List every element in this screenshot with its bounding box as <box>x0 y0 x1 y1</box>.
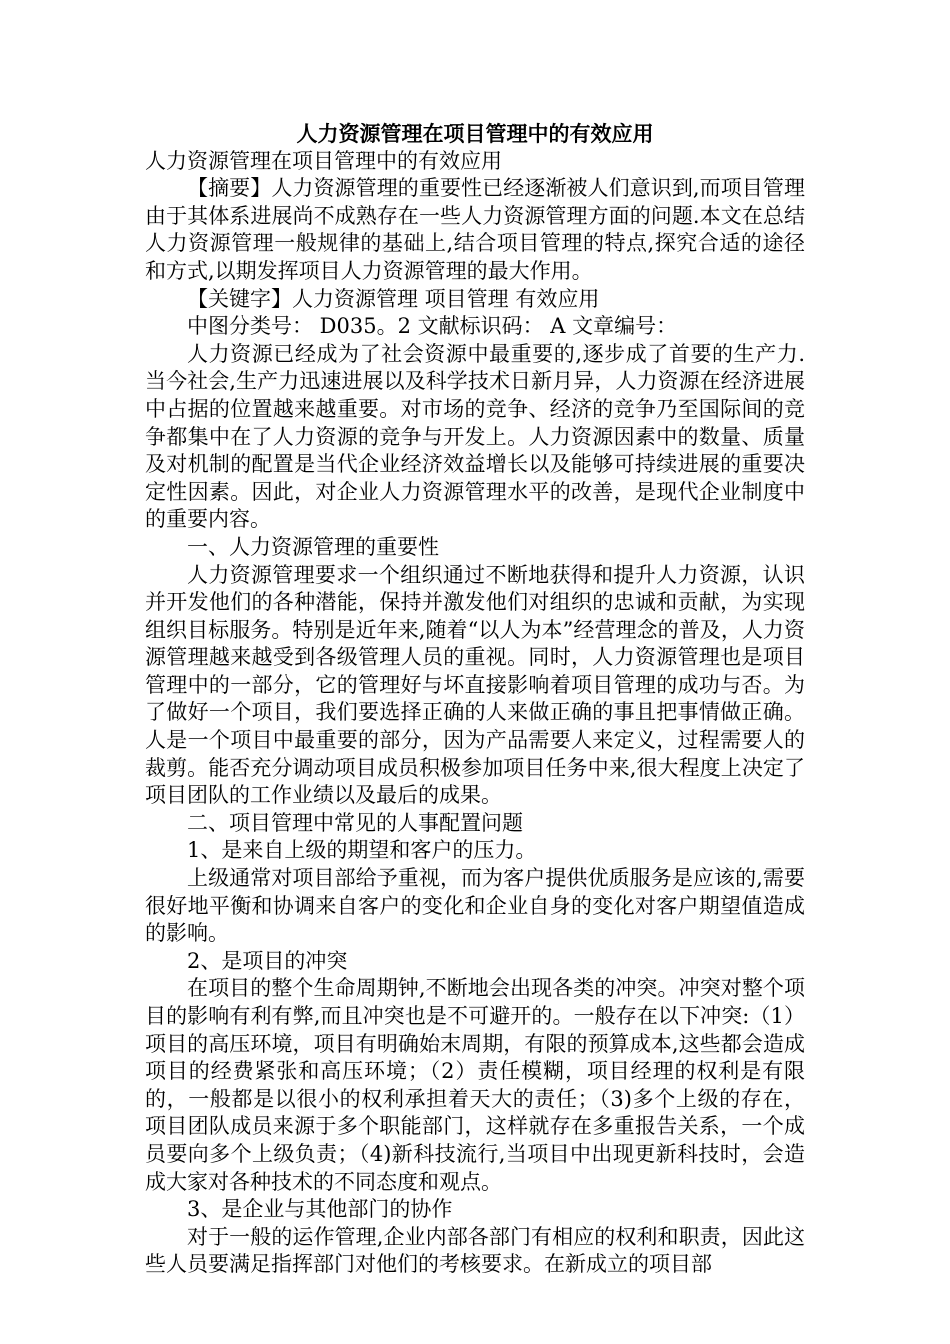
abstract-paragraph: 【摘要】人力资源管理的重要性已经逐渐被人们意识到,而项目管理由于其体系进展尚不成熟存在一些人力资源管理方面的问题.本文在总结人力资源管理一般规律的基础上,结合项目管理的特点,探究合适的途径和方式,以期发挥项目人力资源管理的最大作用。 <box>145 176 805 283</box>
document-title: 人力资源管理在项目管理中的有效应用 <box>296 121 654 146</box>
section-heading: 二、项目管理中常见的人事配置问题 <box>187 810 523 835</box>
keywords-line: 【关键字】人力资源管理 项目管理 有效应用 <box>187 286 600 311</box>
document-subtitle: 人力资源管理在项目管理中的有效应用 <box>145 148 502 173</box>
subsection-heading: 1、是来自上级的期望和客户的压力。 <box>187 838 537 863</box>
body-paragraph: 上级通常对项目部给予重视，而为客户提供优质服务是应该的,需要很好地平衡和协调来自客户的变化和企业自身的变化对客户期望值造成的影响。 <box>145 866 805 946</box>
body-paragraph: 对于一般的运作管理,企业内部各部门有相应的权利和职责，因此这些人员要满足指挥部门对他们的考核要求。在新成立的项目部 <box>145 1224 805 1277</box>
body-paragraph: 人力资源已经成为了社会资源中最重要的,逐步成了首要的生产力.当今社会,生产力迅速进展以及科学技术日新月异，人力资源在经济进展中占据的位置越来越重要。对市场的竞争、经济的竞争乃至国际间的竞争都集中在了人力资源的竞争与开发上。人力资源因素中的数量、质量及对机制的配置是当代企业经济效益增长以及能够可持续进展的重要决定性因素。因此，对企业人力资源管理水平的改善，是现代企业制度中的重要内容。 <box>145 341 805 532</box>
subsection-heading: 2、是项目的冲突 <box>187 948 348 973</box>
subsection-heading: 3、是企业与其他部门的协作 <box>187 1197 453 1222</box>
body-paragraph: 人力资源管理要求一个组织通过不断地获得和提升人力资源，认识并开发他们的各种潜能，保持并激发他们对组织的忠诚和贡献，为实现组织目标服务。特别是近年来,随着“以人为本”经营理念的普及，人力资源管理越来越受到各级管理人员的重视。同时，人力资源管理也是项目管理中的一部分，它的管理好与坏直接影响着项目管理的成功与否。为了做好一个项目，我们要选择正确的人来做正确的事且把事情做正确。人是一个项目中最重要的部分，因为产品需要人来定义，过程需要人的裁剪。能否充分调动项目成员积极参加项目任务中来,很大程度上决定了项目团队的工作业绩以及最后的成果。 <box>145 562 805 808</box>
classification-line: 中图分类号： D035。2 文献标识码： A 文章编号： <box>187 314 678 339</box>
section-heading: 一、人力资源管理的重要性 <box>187 534 439 559</box>
body-paragraph: 在项目的整个生命周期钟,不断地会出现各类的冲突。冲突对整个项目的影响有利有弊,而且冲突也是不可避开的。一般存在以下冲突:（1）项目的高压环境，项目有明确始末周期，有限的预算成本,这些都会造成项目的经费紧张和高压环境；（2）责任模糊，项目经理的权利是有限的，一般都是以很小的权利承担着天大的责任；（3)多个上级的存在，项目团队成员来源于多个职能部门，这样就存在多重报告关系，一个成员要向多个上级负责；（4)新科技流行,当项目中出现更新科技时，会造成大家对各种技术的不同态度和观点。 <box>145 976 805 1194</box>
document-page <box>145 120 805 1279</box>
